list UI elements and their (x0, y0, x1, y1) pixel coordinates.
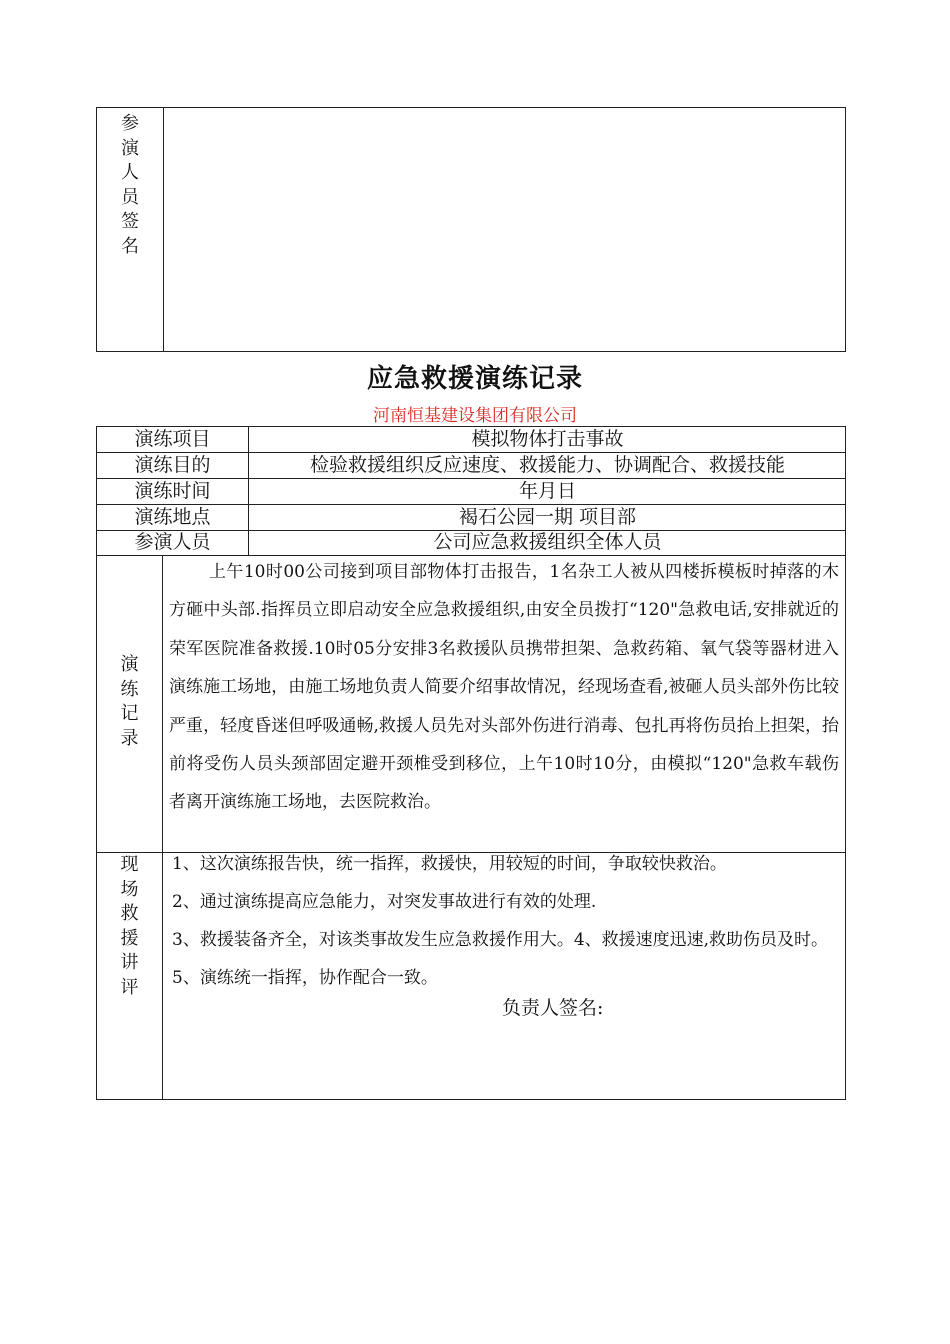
signer-label: 负责人签名: (502, 997, 604, 1019)
signature-label-char: 演 (121, 137, 139, 159)
record-label-char: 记 (120, 703, 139, 724)
review-label-char: 讲 (120, 952, 139, 973)
row-label-location: 演练地点 (134, 506, 211, 528)
column-divider (162, 555, 163, 1100)
record-text: 上午10时00公司接到项目部物体打击报告，1名杂工人被从四楼拆模板时掉落的木方砸中头部.指挥员立即启动安全应急救援组织,由安全员拨打“120"急救电话,安排就近的荣军医院准备救援.10时05分安排3名救援队员携带担架、急救药箱、氧气袋等器材进入演练施工场地，由施工场地负责人简要介绍事故情况，经现场查看,被砸人员头部外伤比较严重，轻度昏迷但呼吸通畅,救援人员先对头部外伤进行消毒、包扎再将伤员抬上担架，抬前将受伤人员头颈部固定避开颈椎受到移位，上午10时10分，由模拟“120"急救车载伤者离开演练施工场地，去医院救治。 (169, 562, 839, 813)
review-label-char: 援 (120, 927, 139, 949)
signature-area[interactable] (164, 108, 846, 351)
review-item: 3、救援装备齐全，对该类事故发生应急救援作用大。4、救援速度迅速,救助伤员及时。5、演练统一指挥，协作配合一致。 (172, 930, 829, 988)
review-item: 1、这次演练报告快，统一指挥，救援快，用较短的时间，争取较快救治。 (172, 854, 727, 874)
review-label (97, 853, 162, 1000)
signature-label-cell (97, 108, 164, 351)
review-label-char: 场 (120, 878, 139, 900)
signature-label (97, 112, 163, 259)
row-value-participants: 公司应急救援组织全体人员 (433, 531, 662, 553)
review-label-char: 现 (120, 854, 139, 875)
row-value-location: 褐石公园一期 项目部 (458, 506, 637, 528)
record-label (97, 653, 162, 751)
record-label-char: 录 (120, 727, 139, 749)
signature-table (96, 107, 846, 352)
signature-label-char: 参 (121, 113, 139, 134)
drill-record-table (96, 426, 846, 1100)
signature-label-char: 签 (121, 211, 139, 232)
row-label-purpose: 演练目的 (134, 454, 211, 476)
signature-label-char: 人 (121, 162, 139, 183)
record-label-char: 练 (120, 678, 139, 700)
row-label-project: 演练项目 (134, 428, 211, 450)
review-item: 2、通过演练提高应急能力，对突发事故进行有效的处理. (172, 892, 597, 912)
row-label-participants: 参演人员 (134, 531, 211, 553)
row-value-time: 年月日 (518, 480, 576, 502)
review-label-char: 救 (120, 903, 139, 924)
row-value-purpose: 检验救援组织反应速度、救援能力、协调配合、救援技能 (309, 454, 785, 476)
document-title: 应急救援演练记录 (366, 364, 583, 394)
signature-label-char: 名 (121, 235, 139, 257)
row-value-project: 模拟物体打击事故 (471, 428, 624, 450)
company-name: 河南恒基建设集团有限公司 (373, 406, 577, 426)
review-label-char: 评 (120, 976, 139, 998)
row-label-time: 演练时间 (134, 480, 211, 502)
record-label-char: 演 (120, 654, 139, 675)
signature-label-char: 员 (121, 186, 139, 208)
